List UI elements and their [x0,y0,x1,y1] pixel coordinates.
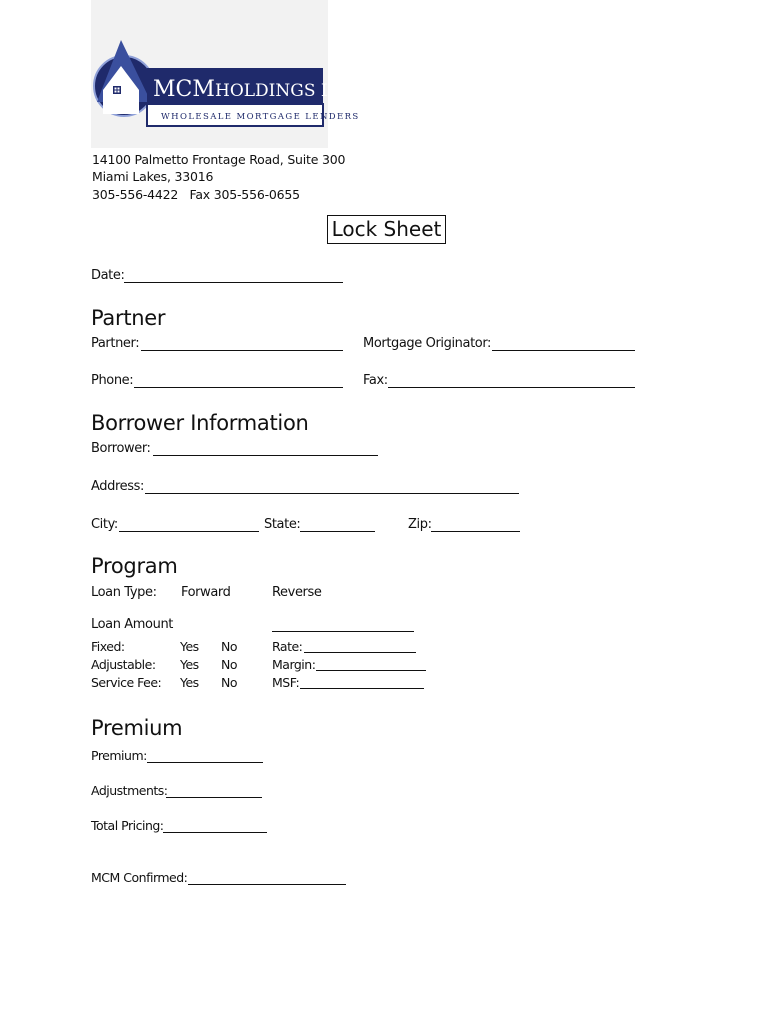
adjustable-yes-option[interactable]: Yes [180,657,199,672]
svg-text:MCM: MCM [153,77,215,102]
loan-amount-label: Loan Amount [91,617,173,632]
partner-label: Partner: [91,336,140,351]
premium-field[interactable] [147,762,263,763]
msf-field[interactable] [300,688,424,689]
svg-text:HOLDINGS INC.: HOLDINGS INC. [215,81,361,101]
date-field[interactable] [124,282,343,283]
fixed-no-option[interactable]: No [221,639,237,654]
originator-field[interactable] [492,350,635,351]
service-fee-label: Service Fee: [91,675,162,690]
mcm-confirmed-field[interactable] [188,884,346,885]
date-label: Date: [91,268,125,283]
program-heading: Program [91,554,178,578]
loan-type-label: Loan Type: [91,585,157,600]
premium-heading: Premium [91,716,183,740]
partner-field[interactable] [141,350,343,351]
phone-field[interactable] [134,387,343,388]
borrower-heading: Borrower Information [91,411,309,435]
city-field[interactable] [119,531,259,532]
premium-label: Premium: [91,748,147,763]
partner-heading: Partner [91,306,166,330]
fax-field[interactable] [388,387,635,388]
address-line-1: 14100 Palmetto Frontage Road, Suite 300 [92,152,346,167]
phone-fax-line: 305-556-4422 Fax 305-556-0655 [92,187,300,202]
service-fee-no-option[interactable]: No [221,675,237,690]
margin-label: Margin: [272,657,316,672]
state-label: State: [264,517,301,532]
page-title: Lock Sheet [327,215,446,244]
borrower-label: Borrower: [91,441,151,456]
state-field[interactable] [300,531,375,532]
address-field[interactable] [145,493,519,494]
fax-label: Fax: [363,373,388,388]
rate-label: Rate: [272,639,303,654]
total-pricing-label: Total Pricing: [91,818,164,833]
address-line-2: Miami Lakes, 33016 [92,169,214,184]
adjustable-label: Adjustable: [91,657,156,672]
rate-field[interactable] [304,652,416,653]
fixed-yes-option[interactable]: Yes [180,639,199,654]
adjustments-field[interactable] [166,797,262,798]
reverse-option[interactable]: Reverse [272,585,322,600]
phone-label: Phone: [91,373,134,388]
zip-label: Zip: [408,517,432,532]
originator-label: Mortgage Originator: [363,336,492,351]
logo-tagline: WHOLESALE MORTGAGE LENDERS [161,112,360,122]
borrower-field[interactable] [153,455,378,456]
adjustments-label: Adjustments: [91,783,168,798]
forward-option[interactable]: Forward [181,585,231,600]
loan-amount-field[interactable] [272,631,414,632]
zip-field[interactable] [431,531,520,532]
city-label: City: [91,517,118,532]
company-logo [91,36,361,132]
margin-field[interactable] [316,670,426,671]
address-label: Address: [91,479,144,494]
service-fee-yes-option[interactable]: Yes [180,675,199,690]
fixed-label: Fixed: [91,639,125,654]
msf-label: MSF: [272,675,300,690]
adjustable-no-option[interactable]: No [221,657,237,672]
total-pricing-field[interactable] [163,832,267,833]
mcm-confirmed-label: MCM Confirmed: [91,870,188,885]
